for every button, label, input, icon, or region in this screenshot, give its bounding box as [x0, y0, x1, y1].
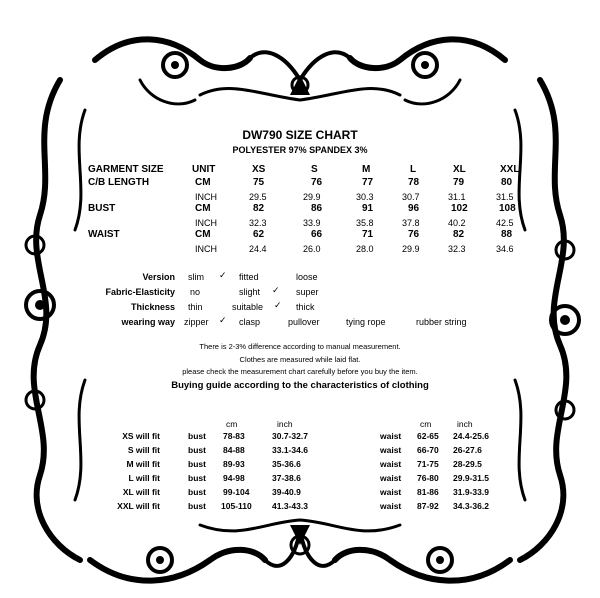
inch-value: 28.0	[356, 244, 374, 254]
inch-value: 32.3	[249, 218, 267, 228]
row-label: BUST	[88, 203, 116, 214]
waist-cm: 71-75	[417, 459, 439, 469]
garment-size-header: GARMENT SIZE	[88, 164, 164, 175]
size-header: L	[410, 164, 417, 175]
inch-value: 32.3	[448, 244, 466, 254]
cm-value: 75	[253, 177, 265, 188]
attr-option: super	[296, 287, 319, 297]
row-label: WAIST	[88, 229, 120, 240]
attr-option: no	[190, 287, 201, 297]
size-header: XS	[252, 164, 266, 175]
check-mark-icon: ✓	[272, 285, 280, 295]
cm-value: 71	[362, 229, 374, 240]
cm-value: 66	[311, 229, 323, 240]
wearing-way-label: wearing way	[121, 317, 175, 327]
note-line: Clothes are measured while laid flat.	[239, 355, 361, 364]
cm-value: 86	[311, 203, 323, 214]
inch-value: 31.1	[448, 192, 466, 202]
size-header: S	[311, 164, 318, 175]
attr-option: clasp	[239, 317, 261, 327]
waist-inch: 26-27.6	[453, 445, 482, 455]
cm-value: 76	[311, 177, 323, 188]
attr-option: thick	[296, 302, 315, 312]
unit-cm: CM	[195, 177, 211, 188]
waist-inch: 29.9-31.5	[453, 473, 489, 483]
bust-inch: 35-36.6	[272, 459, 301, 469]
check-mark-icon: ✓	[219, 270, 227, 280]
unit-cm: CM	[195, 229, 211, 240]
inch-value: 26.0	[303, 244, 321, 254]
waist-cm: 62-65	[417, 431, 439, 441]
cm-value: 91	[362, 203, 374, 214]
bust-inch: 33.1-34.6	[272, 445, 308, 455]
inch-value: 29.9	[402, 244, 420, 254]
waist-cm: 66-70	[417, 445, 439, 455]
bust-cm: 105-110	[221, 501, 252, 511]
inch-value: 42.5	[496, 218, 514, 228]
bust-cm: 94-98	[223, 473, 245, 483]
waist-label: waist	[380, 501, 402, 511]
cm-value: 108	[499, 203, 516, 214]
guide-row-label: L will fit	[128, 473, 160, 483]
cm-value: 79	[453, 177, 465, 188]
cm-value: 82	[253, 203, 265, 214]
inch-value: 33.9	[303, 218, 321, 228]
size-header: M	[362, 164, 371, 175]
waist-label: waist	[380, 431, 402, 441]
inch-value: 29.5	[249, 192, 267, 202]
attr-option: slim	[188, 272, 204, 282]
attr-option: zipper	[184, 317, 209, 327]
attr-option: pullover	[288, 317, 320, 327]
bust-cm: 78-83	[223, 431, 245, 441]
cm-value: 88	[501, 229, 513, 240]
waist-cm: 81-86	[417, 487, 439, 497]
bust-inch: 41.3-43.3	[272, 501, 308, 511]
row-label: C/B LENGTH	[88, 177, 150, 188]
inch-value: 34.6	[496, 244, 514, 254]
bust-inch: 37-38.6	[272, 473, 301, 483]
unit-cm: CM	[195, 203, 211, 214]
guide-cm-header: cm	[420, 419, 432, 429]
waist-label: waist	[380, 445, 402, 455]
unit-header: UNIT	[192, 164, 216, 175]
guide-inch-header: inch	[277, 419, 293, 429]
guide-inch-header: inch	[457, 419, 473, 429]
note-line: please check the measurement chart carefully before you buy the item.	[182, 367, 418, 376]
bust-inch: 30.7-32.7	[272, 431, 308, 441]
waist-inch: 34.3-36.2	[453, 501, 489, 511]
bust-cm: 89-93	[223, 459, 245, 469]
inch-value: 29.9	[303, 192, 321, 202]
guide-cm-header: cm	[226, 419, 238, 429]
thickness-label: Thickness	[130, 302, 175, 312]
attr-option: thin	[188, 302, 203, 312]
attr-option: suitable	[232, 302, 264, 312]
waist-label: waist	[380, 487, 402, 497]
buying-guide-title: Buying guide according to the characteristics of clothing	[171, 380, 429, 391]
bust-cm: 99-104	[223, 487, 250, 497]
guide-row-label: XL will fit	[122, 487, 160, 497]
guide-row-label: M will fit	[126, 459, 160, 469]
attr-option: fitted	[239, 272, 259, 282]
waist-inch: 28-29.5	[453, 459, 482, 469]
fabric-elasticity-label: Fabric-Elasticity	[105, 287, 175, 297]
chart-title: DW790 SIZE CHART	[242, 128, 358, 142]
attr-option: tying rope	[346, 317, 386, 327]
inch-value: 40.2	[448, 218, 466, 228]
cm-value: 102	[451, 203, 468, 214]
inch-value: 37.8	[402, 218, 420, 228]
inch-value: 35.8	[356, 218, 374, 228]
material-line: POLYESTER 97% SPANDEX 3%	[232, 145, 368, 155]
guide-row-label: XS will fit	[122, 431, 160, 441]
unit-inch: INCH	[195, 244, 217, 254]
guide-row-label: S will fit	[127, 445, 160, 455]
waist-label: waist	[380, 473, 402, 483]
bust-label: bust	[188, 487, 206, 497]
cm-value: 96	[408, 203, 420, 214]
waist-label: waist	[380, 459, 402, 469]
note-line: There is 2-3% difference according to manual measurement.	[199, 342, 401, 351]
check-mark-icon: ✓	[219, 315, 227, 325]
cm-value: 80	[501, 177, 513, 188]
inch-value: 30.3	[356, 192, 374, 202]
inch-value: 31.5	[496, 192, 514, 202]
bust-inch: 39-40.9	[272, 487, 301, 497]
cm-value: 76	[408, 229, 420, 240]
waist-inch: 24.4-25.6	[453, 431, 489, 441]
cm-value: 82	[453, 229, 465, 240]
waist-cm: 76-80	[417, 473, 439, 483]
bust-label: bust	[188, 501, 206, 511]
size-header: XL	[453, 164, 466, 175]
unit-inch: INCH	[195, 218, 217, 228]
bust-cm: 84-88	[223, 445, 245, 455]
attr-option: rubber string	[416, 317, 467, 327]
guide-row-label: XXL will fit	[117, 501, 160, 511]
waist-inch: 31.9-33.9	[453, 487, 489, 497]
inch-value: 30.7	[402, 192, 420, 202]
cm-value: 77	[362, 177, 374, 188]
attr-option: slight	[239, 287, 261, 297]
inch-value: 24.4	[249, 244, 267, 254]
size-header: XXL	[500, 164, 520, 175]
check-mark-icon: ✓	[274, 300, 282, 310]
bust-label: bust	[188, 445, 206, 455]
cm-value: 78	[408, 177, 420, 188]
bust-label: bust	[188, 459, 206, 469]
attr-option: loose	[296, 272, 318, 282]
cm-value: 62	[253, 229, 265, 240]
bust-label: bust	[188, 473, 206, 483]
version-label: Version	[142, 272, 175, 282]
waist-cm: 87-92	[417, 501, 439, 511]
bust-label: bust	[188, 431, 206, 441]
unit-inch: INCH	[195, 192, 217, 202]
